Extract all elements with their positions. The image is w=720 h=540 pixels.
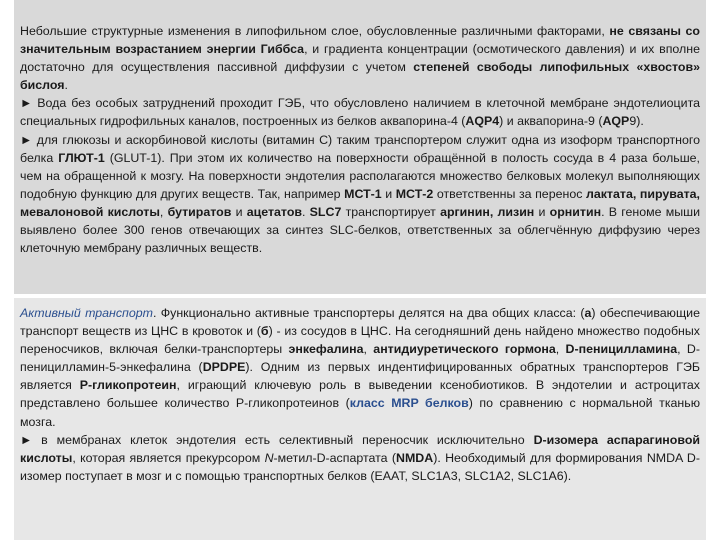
text-run: и (381, 186, 396, 201)
paragraph-aspartate-transporter (20, 431, 700, 485)
text-run: , D-пеницилламин-5-энкефалина ( (20, 342, 700, 375)
text-run: и (534, 204, 550, 219)
bold-text-run: D-пеницилламина (565, 342, 678, 357)
text-run: -метил-D-аспартата ( (273, 450, 397, 465)
paragraph-glucose-transporters (20, 131, 700, 258)
bold-text-run: МСТ-2 (395, 186, 434, 201)
text-run: ► для глюкозы и аскорбиновой кислоты (витамин С) таким транспортером служит одна из изоформ транспортного белка (20, 132, 700, 165)
bold-text-run: бутиратов (167, 204, 232, 219)
bold-text-run: б (260, 324, 269, 339)
bold-text-run: лактата, пирувата, мевалоновой кислоты (20, 186, 701, 219)
text-run: , играющий ключевую роль в выведении ксенобиотиков. В эндотелии и астроцитах представлено большее количество Р-гликопротеинов ( (20, 378, 701, 411)
text-run: . В геноме мыши выявлено более 300 генов отвечающих за синтез SLC-белков, ответственных за облегчённую диффузию через клеточную мембрану различных веществ. (20, 204, 700, 256)
bold-text-run: AQP4 (465, 114, 500, 129)
text-run: ). Одним из первых индентифицированных обратных транспортеров ГЭБ является (20, 360, 700, 393)
text-run: 9). (629, 114, 644, 129)
text-run: транспортирует (341, 204, 441, 219)
text-run: , (159, 204, 168, 219)
text-run: ) обеспечивающие транспорт веществ из ЦНС в кровоток и ( (20, 306, 700, 339)
text-run: ) и аквапорина-9 ( (499, 114, 603, 129)
bold-text-run: AQP (602, 114, 630, 129)
bold-text-run: SLC7 (309, 204, 342, 219)
text-run: , (363, 342, 374, 357)
paragraph-lipophilic-layer (20, 22, 700, 94)
bold-text-run: ацетатов (246, 204, 303, 219)
bold-text-run: аргинин, лизин (440, 204, 535, 219)
text-run: ) по сравнению с нормальной тканью мозга. (20, 396, 701, 429)
bold-text-run: Р-гликопротеин (79, 378, 177, 393)
passive-transport-text-block (14, 0, 706, 294)
bold-text-run: DPDPE (202, 360, 246, 375)
bold-text-run: D-изомера аспарагиновой кислоты (20, 432, 700, 465)
active-transport-text-block (14, 298, 706, 540)
text-run: . (64, 78, 68, 93)
text-run: . (302, 204, 310, 219)
bold-text-run: энкефалина (288, 342, 364, 357)
text-run: , и градиента концентрации (осмотического давления) и их вполне достаточно для осуществления пассивной диффузии с учетом (20, 42, 701, 75)
bold-text-run: антидиуретического гормона (373, 342, 556, 357)
italic-text-run: N (264, 450, 274, 465)
bold-text-run: класс MRP белков (349, 396, 469, 411)
bold-text-run: ГЛЮТ-1 (58, 150, 105, 165)
text-run: , которая является прекурсором (72, 450, 265, 465)
text-run: ► Вода без особых затруднений проходит ГЭБ, что обусловлено наличием в клеточной мембране эндотелиоцита специальных гидрофильных каналов, построенных из белков аквапорина-4 ( (20, 96, 700, 129)
italic-text-run: Активный транспорт (20, 306, 153, 320)
text-run: (GLUT-1). При этом их количество на поверхности обращённой в полость сосуда в 4 раза больше, чем на обращенной к мозгу. На поверхности эндотелия располагаются множество белковых молекул выполняющих подобную функцию для других веществ. Так, например (20, 150, 700, 201)
paragraph-active-transport (20, 304, 700, 431)
paragraph-water-aquaporins (20, 94, 700, 130)
text-run: , (555, 342, 566, 357)
text-run: Небольшие структурные изменения в липофильном слое, обусловленные различными факторами, (20, 24, 610, 38)
text-run: . Функционально активные транспортеры делятся на два общих класса: ( (152, 306, 585, 320)
text-run: и (231, 204, 247, 219)
text-run: ) - из сосудов в ЦНС. На сегодняшний день найдено множество подобных переносчиков, включая белки-транспортеры (20, 324, 700, 357)
bold-text-run: орнитин (549, 204, 602, 219)
bold-text-run: не связаны со значительным возрастанием энергии Гиббса (20, 24, 700, 57)
text-run: ответственны за перенос (433, 186, 586, 201)
bold-text-run: а (584, 306, 592, 320)
bold-text-run: степеней свободы липофильных «хвостов» бислоя (20, 60, 700, 93)
text-run: ). Необходимый для формирования NMDA D-изомер поступает в мозг и с помощью транспортных белков (EAAT, SLC1A3, SLC1A2, SLC1A6). (20, 450, 701, 483)
bold-text-run: NMDA (396, 450, 434, 465)
bold-text-run: МСТ-1 (344, 186, 382, 201)
text-run: ► в мембранах клеток эндотелия есть селективный переносчик исключительно (20, 432, 534, 447)
